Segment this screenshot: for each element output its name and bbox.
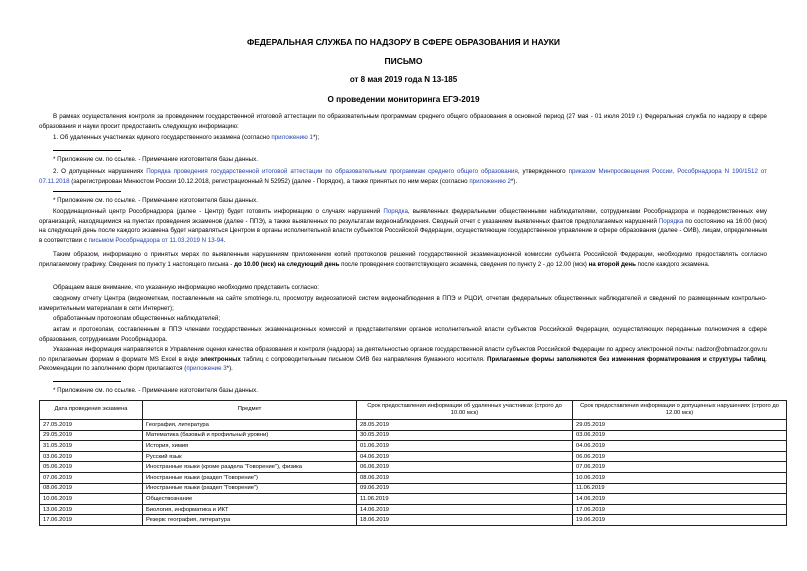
document-date-number: от 8 мая 2019 года N 13-185: [349, 75, 458, 84]
agency-title: ФЕДЕРАЛЬНАЯ СЛУЖБА ПО НАДЗОРУ В СФЕРЕ ОБРАЗОВАНИЯ И НАУКИ: [246, 37, 561, 47]
footnote-1: * Приложение см. по ссылке. - Примечание изготовителя базы данных.: [53, 156, 258, 163]
cell-subject: Математика (базовый и профильный уровни): [143, 430, 357, 441]
link-exam-procedure[interactable]: Порядка проведения государственной итоговой аттестации по образовательным программам среднего общего образования: [146, 168, 518, 175]
cell-violations-deadline: 14.06.2019: [573, 494, 787, 505]
paragraph-submission: Указанная информация направляется в Управление оценки качества образования и контроля (надзора) за деятельностью органов государственной власти субъектов Российской Федерации по адресу электронной почты: nadzor@obrnadzor.gov.ru по прилагаемым формам в формате MS Excel в виде электронных таблиц с сопроводительным письмом ОИВ без направления бумажного носителя. Прилагаемые формы заполняются без изменения форматирования и структуры таблиц. Рекомендации по заполнению форм прилагаются (приложение 3*).: [39, 346, 768, 373]
header-subject: Предмет: [143, 401, 357, 420]
cell-exam-date: 08.06.2019: [40, 483, 143, 494]
cell-removed-deadline: 01.06.2019: [357, 441, 573, 452]
table-row: [40, 430, 787, 441]
cell-removed-deadline: 14.06.2019: [357, 504, 573, 515]
paragraph-protocols: обработанным протоколам общественных наблюдателей;: [53, 315, 221, 322]
cell-subject: Обществознание: [143, 494, 357, 505]
table-row: [40, 504, 787, 515]
footnote-rule: [53, 150, 121, 151]
cell-exam-date: 10.06.2019: [40, 494, 143, 505]
header-exam-date: Дата проведения экзамена: [40, 401, 143, 420]
cell-exam-date: 27.05.2019: [40, 420, 143, 431]
header-removed-deadline: Срок предоставления информации об удаленных участниках (строго до 10.00 мск): [357, 401, 573, 420]
footnote-3: * Приложение см. по ссылке. - Примечание изготовителя базы данных.: [53, 387, 258, 394]
link-procedure[interactable]: Порядка: [658, 217, 684, 225]
cell-subject: Русский язык: [143, 451, 357, 462]
table-body: [40, 420, 787, 526]
cell-violations-deadline: 29.05.2019: [573, 420, 787, 431]
table-row: [40, 472, 787, 483]
footnote-rule: [53, 381, 121, 382]
paragraph-attention: Обращаем ваше внимание, что указанную информацию необходимо представить согласно:: [53, 284, 319, 291]
header-violations-deadline: Срок предоставления информации о допущенных нарушениях (строго до 12.00 мск): [573, 401, 787, 420]
footnote-rule: [53, 191, 121, 192]
paragraph-acts: актам и протоколам, составленным в ППЭ членами государственных экзаменационных комиссий и представителями органов исполнительной власти субъектов Российской Федерации, осуществляющих переданные полномочия в сфере образования, сотрудниками Рособрнадзора.: [39, 326, 767, 343]
link-procedure[interactable]: Порядка: [383, 208, 408, 215]
cell-exam-date: 29.05.2019: [40, 430, 143, 441]
cell-removed-deadline: 11.06.2019: [357, 494, 573, 505]
cell-violations-deadline: 11.06.2019: [573, 483, 787, 494]
cell-removed-deadline: 09.06.2019: [357, 483, 573, 494]
paragraph-item-1: 1. Об удаленных участниках единого государственного экзамена (согласно приложению 1*);: [53, 134, 320, 141]
cell-exam-date: 13.06.2019: [40, 504, 143, 515]
cell-subject: География, литература: [143, 420, 357, 431]
cell-exam-date: 17.06.2019: [40, 515, 143, 526]
cell-removed-deadline: 30.05.2019: [357, 430, 573, 441]
cell-subject: Резерв: география, литература: [143, 515, 357, 526]
cell-exam-date: 31.05.2019: [40, 441, 143, 452]
document-subject: О проведении мониторинга ЕГЭ-2019: [327, 95, 480, 104]
table-row: [40, 451, 787, 462]
cell-removed-deadline: 18.06.2019: [357, 515, 573, 526]
cell-violations-deadline: 06.06.2019: [573, 451, 787, 462]
cell-violations-deadline: 04.06.2019: [573, 441, 787, 452]
cell-subject: Иностранные языки (раздел "Говорение"): [143, 483, 357, 494]
cell-subject: История, химия: [143, 441, 357, 452]
cell-exam-date: 05.06.2019: [40, 462, 143, 473]
link-appendix-3[interactable]: приложение 3: [186, 365, 227, 373]
link-appendix-1[interactable]: приложению 1: [271, 134, 313, 141]
table-row: [40, 515, 787, 526]
cell-violations-deadline: 03.06.2019: [573, 430, 787, 441]
paragraph-coordination-center: Координационный центр Рособрнадзора (далее - Центр) будет готовить информацию о случаях нарушений Порядка, выявленных федеральными общественными наблюдателями, сотрудниками Рособрнадзора и подведомственных ему организаций, находящимися на пунктах проведения экзаменов (далее - ППЭ), а также выявленных по результатам видеонаблюдения. Сводный отчет с указанием выявленных фактов предполагаемых нарушений Порядка по состоянию на 16:00 (мск) на следующий день после каждого экзамена будет направляться Центром в органы исполнительной власти субъектов Российской Федерации, осуществляющие государственное управление в сфере образования (далее - ОИВ), лицам, определенным в соответствии с письмом Рособрнадзора от 11.03.2019 N 13-94.: [39, 208, 767, 244]
cell-removed-deadline: 28.05.2019: [357, 420, 573, 431]
paragraph-item-2: 2. О допущенных нарушениях Порядка проведения государственной итоговой аттестации по образовательным программам среднего общего образования, утвержденного приказом Минпросвещения России, Рособрнадзора N 190/1512 от 07.11.2018 (зарегистрирован Минюстом России 10.12.2018, регистрационный N 52952) (далее - Порядок), а также принятых по ним мерах (согласно приложению 2*).: [39, 168, 768, 185]
link-appendix-2[interactable]: приложению 2: [469, 177, 511, 185]
cell-removed-deadline: 06.06.2019: [357, 462, 573, 473]
table-row: [40, 483, 787, 494]
cell-subject: Биология, информатика и ИКТ: [143, 504, 357, 515]
cell-violations-deadline: 10.06.2019: [573, 472, 787, 483]
cell-subject: Иностранные языки (раздел "Говорение"): [143, 472, 357, 483]
link-ministry-order[interactable]: приказом Минпросвещения России, Рособрнадзора N 190/1512 от 07.11.2018: [39, 168, 768, 185]
cell-violations-deadline: 19.06.2019: [573, 515, 787, 526]
paragraph-intro: В рамках осуществления контроля за проведением государственной итоговой аттестации по образовательным программам среднего общего образования в основной период (27 мая - 01 июля 2019 г.) Федеральная служба по надзору в сфере образования и науки просит предоставить следующую информацию:: [39, 113, 767, 130]
table-row: [40, 420, 787, 431]
cell-violations-deadline: 07.06.2019: [573, 462, 787, 473]
cell-exam-date: 03.06.2019: [40, 451, 143, 462]
table-row: [40, 441, 787, 452]
cell-removed-deadline: 08.06.2019: [357, 472, 573, 483]
table-row: [40, 462, 787, 473]
cell-removed-deadline: 04.06.2019: [357, 451, 573, 462]
paragraph-summary-report: сводному отчету Центра (видеометкам, поставленным на сайте smotriege.ru, просмотру видеозаписей систем видеонаблюдения в ППЭ и РЦОИ, отчетам федеральных общественных наблюдателей и сведений по размещенным контрольно-измерительным материалам в сети Интернет);: [39, 295, 767, 312]
paragraph-deadlines: Таким образом, информацию о принятых мерах по выявленным нарушениям приложением копий протоколов решений государственной экзаменационной комиссии субъекта Российской Федерации, необходимо предоставлять согласно прилагаемому графику. Сведения по пункту 1 настоящего письма - до 10.00 (мск) на следующий день после проведения соответствующего экзамена, сведения по пункту 2 - до 12.00 (мск) на второй день после каждого экзамена.: [39, 251, 767, 268]
table-row: [40, 494, 787, 505]
cell-violations-deadline: 17.06.2019: [573, 504, 787, 515]
document-type: ПИСЬМО: [384, 56, 423, 66]
footnote-2: * Приложение см. по ссылке. - Примечание изготовителя базы данных.: [53, 197, 258, 204]
schedule-table: [39, 400, 787, 526]
cell-subject: Иностранные языки (кроме раздела "Говорение"), физика: [143, 462, 357, 473]
table-header-row: [40, 401, 787, 420]
cell-exam-date: 07.06.2019: [40, 472, 143, 483]
link-rosobrnadzor-letter[interactable]: письмом Рособрнадзора от 11.03.2019 N 13-94: [88, 236, 224, 244]
